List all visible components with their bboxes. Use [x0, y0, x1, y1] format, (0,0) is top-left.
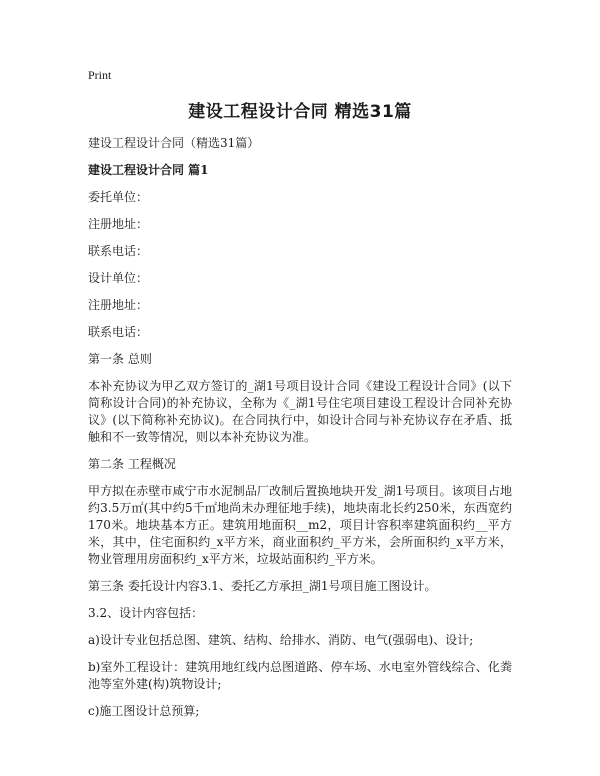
item-b: b)室外工程设计：建筑用地红线内总图道路、停车场、水电室外管线综合、化粪池等室外建(构)筑物设计; — [88, 660, 512, 691]
item-3-2: 3.2、设计内容包括： — [88, 606, 204, 620]
document-subtitle: 建设工程设计合同（精选31篇） — [88, 136, 260, 150]
field-design-address: 注册地址： — [88, 298, 149, 312]
article2-title: 第二条 工程概况 — [88, 457, 176, 471]
article1-title: 第一条 总则 — [88, 352, 152, 366]
section-heading: 建设工程设计合同 篇1 — [88, 163, 209, 177]
item-a: a)设计专业包括总图、建筑、结构、给排水、消防、电气(强弱电)、设计; — [88, 633, 474, 647]
field-client-phone: 联系电话： — [88, 244, 149, 258]
article3-body: 第三条 委托设计内容3.1、委托乙方承担_湖1号项目施工图设计。 — [88, 579, 437, 593]
field-client-address: 注册地址： — [88, 217, 149, 231]
item-c: c)施工图设计总预算; — [88, 704, 200, 718]
field-client-unit: 委托单位： — [88, 190, 149, 204]
document-title: 建设工程设计合同 精选31篇 — [188, 102, 412, 122]
article2-body: 甲方拟在赤壁市咸宁市水泥制品厂改制后置换地块开发_湖1号项目。该项目占地约3.5万㎡(其中约5千㎡地尚未办理征地手续)，地块南北长约250米，东西宽约170米。地块基本方正。建筑用地面积__m2，项目计容积率建筑面积约__平方米，其中，住宅面积约_x平方米，商业面积约_平方米，会所面积约_x平方米，物业管理用房面积约_x平方米，垃圾站面积约_平方米。 — [88, 484, 512, 566]
field-design-unit: 设计单位： — [88, 271, 149, 285]
article1-body: 本补充协议为甲乙双方签订的_湖1号项目设计合同《建设工程设计合同》(以下简称设计合同)的补充协议，全称为《_湖1号住宅项目建设工程设计合同补充协议》(以下简称补充协议)。在合同执行中，如设计合同与补充协议存在矛盾、抵触和不一致等情况，则以本补充协议为准。 — [88, 379, 512, 444]
print-label: Print — [88, 68, 112, 82]
field-design-phone: 联系电话： — [88, 325, 149, 339]
